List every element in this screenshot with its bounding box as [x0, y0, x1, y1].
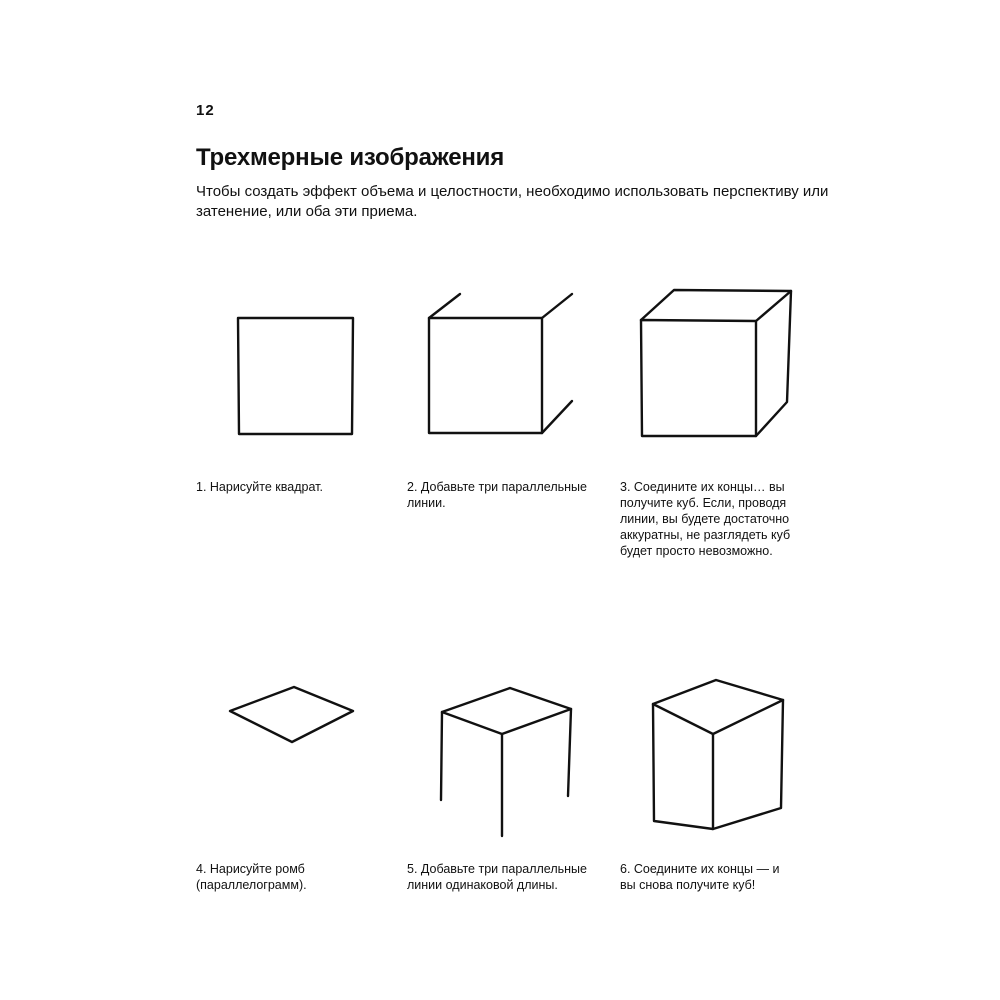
- square-outline: [238, 318, 353, 434]
- square-with-lines-drawing: [420, 285, 590, 445]
- cube-from-rhombus-drawing: [642, 672, 792, 847]
- parallel-line-top-left: [429, 294, 460, 318]
- step-4-caption: 4. Нарисуйте ромб (параллелограмм).: [196, 862, 307, 892]
- cube-top-face: [641, 290, 791, 321]
- rhombus-with-lines-drawing: [430, 678, 580, 848]
- vertical-line-right: [568, 709, 571, 796]
- vertical-line-left: [441, 712, 442, 800]
- cube-drawing: [630, 280, 800, 445]
- parallel-line-bottom-right: [542, 401, 572, 433]
- step-2-caption: 2. Добавьте три параллельные линии.: [407, 480, 587, 510]
- intro-paragraph: Чтобы создать эффект объема и целостности, необходимо использовать перспективу или затенение, или оба эти приема.: [196, 183, 829, 220]
- cube-right-face: [713, 700, 783, 829]
- step-6-caption: 6. Соедините их концы — и вы снова получите куб!: [620, 862, 780, 892]
- parallel-line-top-right: [542, 294, 572, 318]
- page-title: Трехмерные изображения: [196, 144, 505, 171]
- square-drawing: [230, 310, 360, 440]
- step-1-caption: 1. Нарисуйте квадрат.: [196, 480, 323, 494]
- rhombus-drawing: [220, 678, 365, 753]
- top-rhombus: [442, 688, 571, 734]
- step-3-caption: 3. Соедините их концы… вы получите куб. Если, проводя линии, вы будете достаточно аккуратны, не разглядеть куб будет просто невозможно.: [620, 480, 791, 558]
- cube-top-rhombus: [653, 680, 783, 734]
- cube-side-face: [756, 291, 791, 436]
- cube-left-face: [653, 704, 713, 829]
- rhombus-outline: [230, 687, 353, 742]
- cube-front-face: [641, 320, 756, 436]
- front-square: [429, 318, 542, 433]
- step-5-caption: 5. Добавьте три параллельные линии одинаковой длины.: [407, 862, 587, 892]
- page-number: 12: [196, 102, 215, 119]
